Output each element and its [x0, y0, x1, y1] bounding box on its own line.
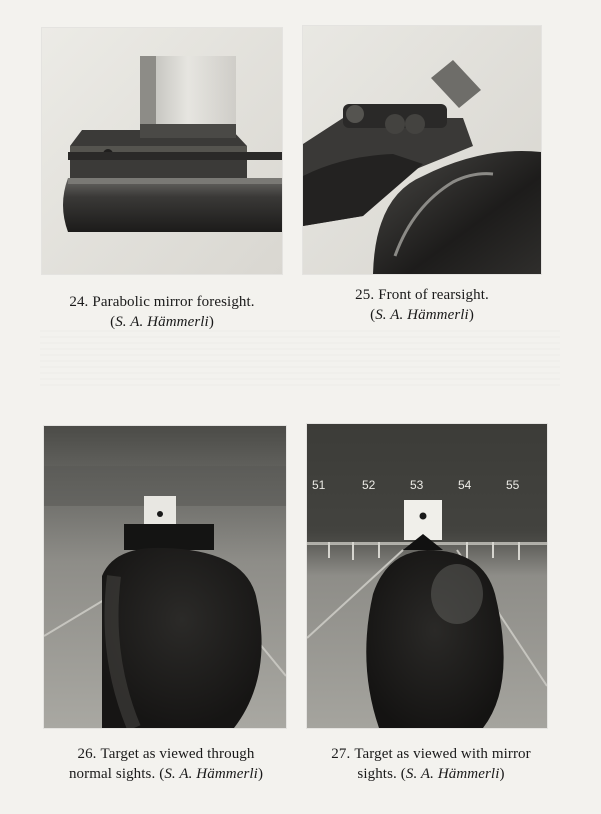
- target-number-51: 51: [312, 478, 326, 492]
- figure-number: 26.: [77, 746, 97, 762]
- photo-normal-sights-view: [44, 426, 286, 728]
- caption-figure-25: 25. Front of rearsight. (S. A. Hämmerli): [355, 287, 489, 323]
- photo-credit: S. A. Hämmerli: [405, 766, 500, 782]
- caption-text: Target as viewed with mirror: [354, 746, 531, 762]
- target-number-53: 53: [410, 478, 424, 492]
- target-number-52: 52: [362, 478, 376, 492]
- photo-credit: S. A. Hämmerli: [115, 314, 209, 330]
- caption-text: Parabolic mirror foresight.: [92, 294, 255, 310]
- caption-figure-24: 24. Parabolic mirror foresight. (S. A. Hämmerli): [69, 294, 255, 330]
- photo-credit: S. A. Hämmerli: [164, 766, 258, 782]
- figure-number: 27.: [331, 746, 351, 762]
- target-number-55: 55: [506, 478, 520, 492]
- page-show-through: [40, 330, 560, 390]
- caption-text-cont: normal sights.: [68, 766, 156, 782]
- caption-figure-26: 26. Target as viewed through normal sights. (S. A. Hämmerli): [68, 746, 264, 782]
- target-number-54: 54: [458, 478, 472, 492]
- caption-text: Target as viewed through: [100, 746, 255, 762]
- caption-text-cont: sights.: [357, 766, 397, 782]
- figure-number: 24.: [69, 294, 89, 310]
- figure-number: 25.: [355, 287, 375, 303]
- photo-mirror-foresight: [42, 28, 282, 274]
- photo-credit: S. A. Hämmerli: [375, 307, 469, 323]
- photo-rearsight-front: [303, 26, 541, 274]
- caption-figure-27: 27. Target as viewed with mirror sights. (S. A. Hämmerli): [331, 746, 531, 782]
- photo-mirror-sights-view: [307, 424, 547, 728]
- caption-text: Front of rearsight.: [378, 287, 489, 303]
